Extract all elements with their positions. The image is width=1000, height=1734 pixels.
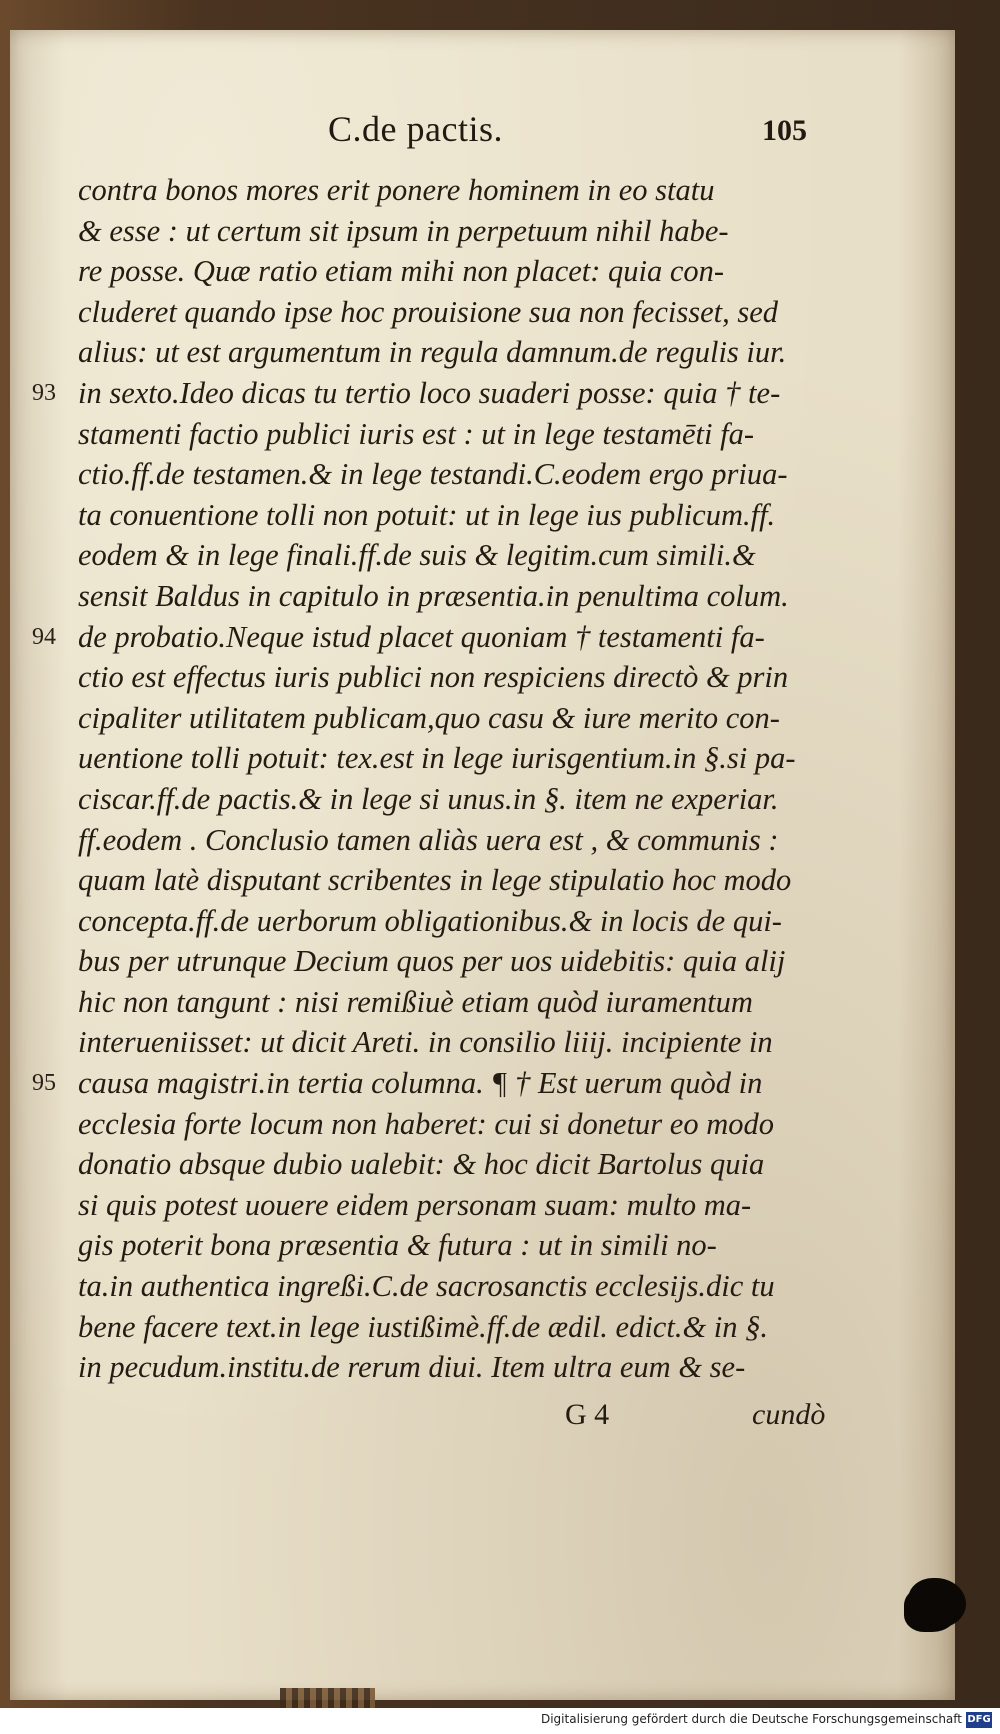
text-line [10,576,955,617]
line-text: concepta.ff.de uerborum obligationibus.& in locis de qui- [78,903,782,938]
text-line [10,698,955,739]
dfg-logo-icon: DFG [966,1712,992,1728]
footer-credit: Digitalisierung gefördert durch die Deutsche Forschungsgemeinschaft [540,1712,962,1726]
signature-mark: G 4 [565,1398,610,1431]
footer-bar [0,1708,1000,1734]
line-text: bene facere text.in lege iustißimè.ff.de ædil. edict.& in §. [78,1309,769,1344]
text-line [10,454,955,495]
line-text: stamenti factio publici iuris est : ut in lege testamēti fa- [78,416,754,451]
text-line [10,1063,955,1104]
catchword: cundò [752,1398,826,1431]
text-line [10,860,955,901]
line-text: contra bonos mores erit ponere hominem in eo statu [78,173,715,207]
line-text: in sexto.Ideo dicas tu tertio loco suaderi posse: quia † te- [78,375,781,410]
text-line [10,1225,955,1266]
page-header [10,108,955,168]
text-line [10,170,955,211]
text-line [10,251,955,292]
text-line [10,414,955,455]
text-line [10,820,955,861]
text-line [10,1266,955,1307]
text-line [10,1347,955,1388]
line-text: ciscar.ff.de pactis.& in lege si unus.in §. item ne experiar. [78,781,779,816]
line-text: ecclesia forte locum non haberet: cui si donetur eo modo [78,1106,774,1141]
ink-blot [908,1578,966,1628]
line-text: & esse : ut certum sit ipsum in perpetuum nihil habe- [78,213,729,248]
line-text: sensit Baldus in capitulo in præsentia.in penultima colum. [78,578,789,613]
line-text: ctio.ff.de testamen.& in lege testandi.C.eodem ergo priua- [78,457,788,492]
line-text: alius: ut est argumentum in regula damnum.de regulis iur. [78,335,787,370]
text-line [10,332,955,373]
line-text: quam latè disputant scribentes in lege stipulatio hoc modo [78,863,792,898]
line-text: re posse. Quæ ratio etiam mihi non placet: quia con- [78,254,725,289]
running-head: C.de pactis. [328,109,503,149]
text-block [10,170,955,1388]
line-text: interueniisset: ut dicit Areti. in consilio liiij. incipiente in [78,1025,773,1060]
marginal-number: 95 [32,1070,56,1097]
text-line [10,495,955,536]
line-text: causa magistri.in tertia columna. ¶ † Est uerum quòd in [78,1066,763,1101]
text-line [10,1104,955,1145]
text-line [10,211,955,252]
line-text: bus per utrunque Decium quos per uos uidebitis: quia alij [78,944,786,979]
book-page [10,30,955,1700]
line-text: ff.eodem . Conclusio tamen aliàs uera est , & communis : [78,822,779,857]
text-line [10,982,955,1023]
text-line [10,779,955,820]
line-text: donatio absque dubio ualebit: & hoc dicit Bartolus quia [78,1147,765,1182]
line-text: ctio est effectus iuris publici non respiciens directò & prin [78,660,789,695]
line-text: de probatio.Neque istud placet quoniam † testamenti fa- [78,619,765,654]
text-line [10,738,955,779]
line-text: cipaliter utilitatem publicam,quo casu & iure merito con- [78,700,780,735]
text-line [10,292,955,333]
folio-number: 105 [762,114,807,147]
text-line [10,1144,955,1185]
text-line [10,657,955,698]
text-line [10,1022,955,1063]
line-text: ta conuentione tolli non potuit: ut in lege ius publicum.ff. [78,497,776,532]
text-line [10,535,955,576]
signature-line [10,1398,955,1442]
line-text: ta.in authentica ingreßi.C.de sacrosanctis ecclesijs.dic tu [78,1269,775,1304]
line-text: cluderet quando ipse hoc prouisione sua non fecisset, sed [78,294,778,329]
text-line [10,617,955,658]
line-text: in pecudum.institu.de rerum diui. Item ultra eum & se- [78,1350,746,1385]
line-text: si quis potest uouere eidem personam suam: multo ma- [78,1187,752,1222]
line-text: uentione tolli potuit: tex.est in lege iurisgentium.in §.si pa- [78,741,796,776]
text-line [10,1307,955,1348]
text-line [10,373,955,414]
line-text: gis poterit bona præsentia & futura : ut in simili no- [78,1228,717,1263]
text-line [10,1185,955,1226]
marginal-number: 93 [32,379,56,406]
text-line [10,901,955,942]
line-text: eodem & in lege finali.ff.de suis & legitim.cum simili.& [78,538,756,573]
line-text: hic non tangunt : nisi remißiuè etiam quòd iuramentum [78,984,753,1019]
marginal-number: 94 [32,623,56,650]
text-line [10,941,955,982]
